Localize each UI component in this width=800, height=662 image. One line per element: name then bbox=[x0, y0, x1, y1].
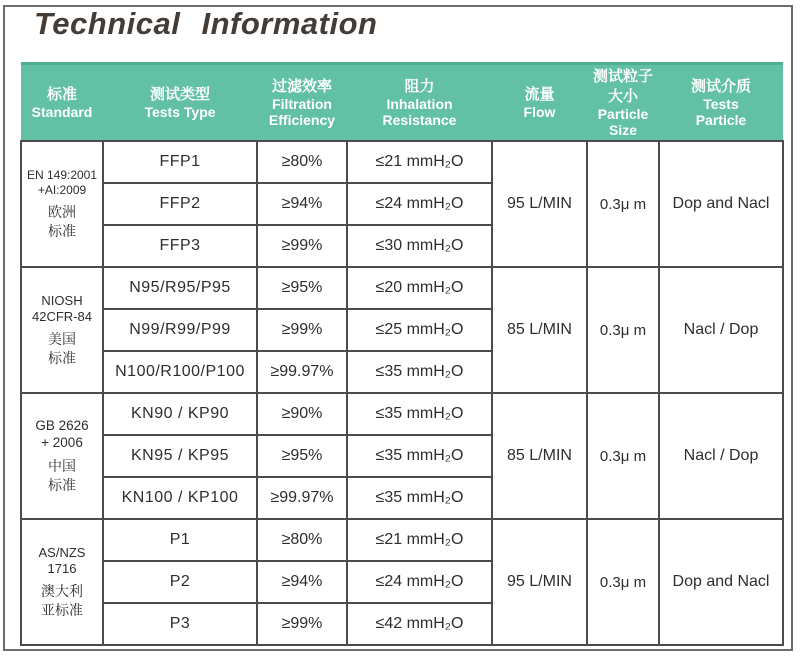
standard-zh-line: 标准 bbox=[48, 349, 76, 366]
header-resistance-en1: Inhalation bbox=[386, 96, 453, 113]
test-type-cell: N95/R95/P95 bbox=[103, 267, 257, 309]
efficiency-cell: ≥99.97% bbox=[257, 477, 347, 519]
header-filtration-zh: 过滤效率 bbox=[271, 77, 332, 95]
test-medium-cell: Dop and Nacl bbox=[659, 141, 783, 267]
header-flow-en: Flow bbox=[523, 104, 556, 121]
resistance-cell: ≤35 mmH₂O bbox=[347, 435, 492, 477]
efficiency-cell: ≥80% bbox=[257, 141, 347, 183]
header-particle-size-en2: Size bbox=[608, 122, 637, 139]
efficiency-cell: ≥99% bbox=[257, 603, 347, 645]
particle-size-cell: 0.3μ m bbox=[587, 393, 659, 519]
test-type-cell: KN90 / KP90 bbox=[103, 393, 257, 435]
header-tests-particle-en2: Particle bbox=[695, 112, 747, 129]
header-particle-size bbox=[587, 64, 659, 142]
table-row bbox=[21, 267, 783, 309]
standard-zh-line: 美国 bbox=[48, 331, 76, 348]
header-inhalation-resistance bbox=[347, 64, 492, 142]
efficiency-cell: ≥90% bbox=[257, 393, 347, 435]
header-particle-size-en1: Particle bbox=[597, 106, 649, 122]
header-particle-size-zh: 测试粒子大小 bbox=[592, 68, 653, 105]
header-filtration-en2: Efficiency bbox=[268, 112, 336, 129]
header-standard-zh: 标准 bbox=[46, 85, 77, 103]
header-flow-zh: 流量 bbox=[524, 85, 555, 103]
standard-code-line: + 2006 bbox=[41, 434, 83, 450]
resistance-cell: ≤42 mmH₂O bbox=[347, 603, 492, 645]
test-medium-cell: Nacl / Dop bbox=[659, 267, 783, 393]
header-tests-particle-zh: 测试介质 bbox=[690, 77, 751, 95]
standard-cell-asnzs bbox=[21, 519, 103, 645]
header-filtration-en1: Filtration bbox=[272, 96, 332, 113]
test-type-cell: P3 bbox=[103, 603, 257, 645]
header-tests-particle bbox=[659, 64, 783, 142]
test-type-cell: N100/R100/P100 bbox=[103, 351, 257, 393]
test-medium-cell: Dop and Nacl bbox=[659, 519, 783, 645]
test-type-cell: N99/R99/P99 bbox=[103, 309, 257, 351]
resistance-cell: ≤35 mmH₂O bbox=[347, 477, 492, 519]
standard-zh-line: 中国 bbox=[48, 457, 76, 474]
efficiency-cell: ≥80% bbox=[257, 519, 347, 561]
table-row bbox=[21, 393, 783, 435]
flow-cell: 85 L/MIN bbox=[492, 267, 587, 393]
standard-code-line: +AI:2009 bbox=[37, 182, 87, 197]
header-standard-en: Standard bbox=[31, 104, 93, 121]
header-filtration-efficiency bbox=[257, 64, 347, 142]
efficiency-cell: ≥99% bbox=[257, 225, 347, 267]
standard-code-line: NIOSH bbox=[41, 292, 83, 308]
resistance-cell: ≤25 mmH₂O bbox=[347, 309, 492, 351]
standard-zh-line: 欧洲 bbox=[48, 203, 76, 220]
particle-size-cell: 0.3μ m bbox=[587, 267, 659, 393]
header-flow bbox=[492, 64, 587, 142]
standard-zh-line: 亚标准 bbox=[41, 601, 83, 618]
efficiency-cell: ≥95% bbox=[257, 435, 347, 477]
standard-zh-line: 澳大利 bbox=[41, 583, 83, 600]
header-resistance-zh: 阻力 bbox=[404, 77, 435, 95]
header-resistance-en2: Resistance bbox=[382, 112, 457, 129]
efficiency-cell: ≥94% bbox=[257, 183, 347, 225]
resistance-cell: ≤30 mmH₂O bbox=[347, 225, 492, 267]
technical-spec-table bbox=[20, 62, 784, 646]
table-row bbox=[21, 519, 783, 561]
standard-cell-gb2626 bbox=[21, 393, 103, 519]
header-standard bbox=[21, 64, 103, 142]
resistance-cell: ≤24 mmH₂O bbox=[347, 183, 492, 225]
header-tests-type-en: Tests Type bbox=[144, 104, 216, 121]
test-type-cell: FFP1 bbox=[103, 141, 257, 183]
table-row bbox=[21, 141, 783, 183]
flow-cell: 85 L/MIN bbox=[492, 393, 587, 519]
header-tests-type-zh: 测试类型 bbox=[149, 85, 210, 103]
header-tests-type bbox=[103, 64, 257, 142]
flow-cell: 95 L/MIN bbox=[492, 519, 587, 645]
efficiency-cell: ≥99% bbox=[257, 309, 347, 351]
flow-cell: 95 L/MIN bbox=[492, 141, 587, 267]
test-medium-cell: Nacl / Dop bbox=[659, 393, 783, 519]
standard-code-line: AS/NZS bbox=[38, 544, 86, 560]
test-type-cell: FFP3 bbox=[103, 225, 257, 267]
test-type-cell: KN100 / KP100 bbox=[103, 477, 257, 519]
standard-code-line: 1716 bbox=[47, 560, 77, 576]
test-type-cell: P2 bbox=[103, 561, 257, 603]
test-type-cell: FFP2 bbox=[103, 183, 257, 225]
page-title: Technical Information bbox=[34, 6, 378, 41]
resistance-cell: ≤21 mmH₂O bbox=[347, 519, 492, 561]
standard-code-line: GB 2626 bbox=[35, 417, 89, 433]
resistance-cell: ≤20 mmH₂O bbox=[347, 267, 492, 309]
efficiency-cell: ≥94% bbox=[257, 561, 347, 603]
resistance-cell: ≤35 mmH₂O bbox=[347, 393, 492, 435]
resistance-cell: ≤35 mmH₂O bbox=[347, 351, 492, 393]
standard-code-line: 42CFR-84 bbox=[32, 308, 92, 324]
efficiency-cell: ≥95% bbox=[257, 267, 347, 309]
test-type-cell: KN95 / KP95 bbox=[103, 435, 257, 477]
particle-size-cell: 0.3μ m bbox=[587, 519, 659, 645]
standard-cell-en149 bbox=[21, 141, 103, 267]
standard-zh-line: 标准 bbox=[48, 222, 76, 239]
standard-zh-line: 标准 bbox=[48, 476, 76, 493]
test-type-cell: P1 bbox=[103, 519, 257, 561]
standard-code-line: EN 149:2001 bbox=[26, 167, 98, 182]
resistance-cell: ≤24 mmH₂O bbox=[347, 561, 492, 603]
resistance-cell: ≤21 mmH₂O bbox=[347, 141, 492, 183]
particle-size-cell: 0.3μ m bbox=[587, 141, 659, 267]
efficiency-cell: ≥99.97% bbox=[257, 351, 347, 393]
standard-cell-niosh bbox=[21, 267, 103, 393]
table-header-row bbox=[21, 64, 783, 142]
header-tests-particle-en1: Tests bbox=[703, 96, 739, 113]
